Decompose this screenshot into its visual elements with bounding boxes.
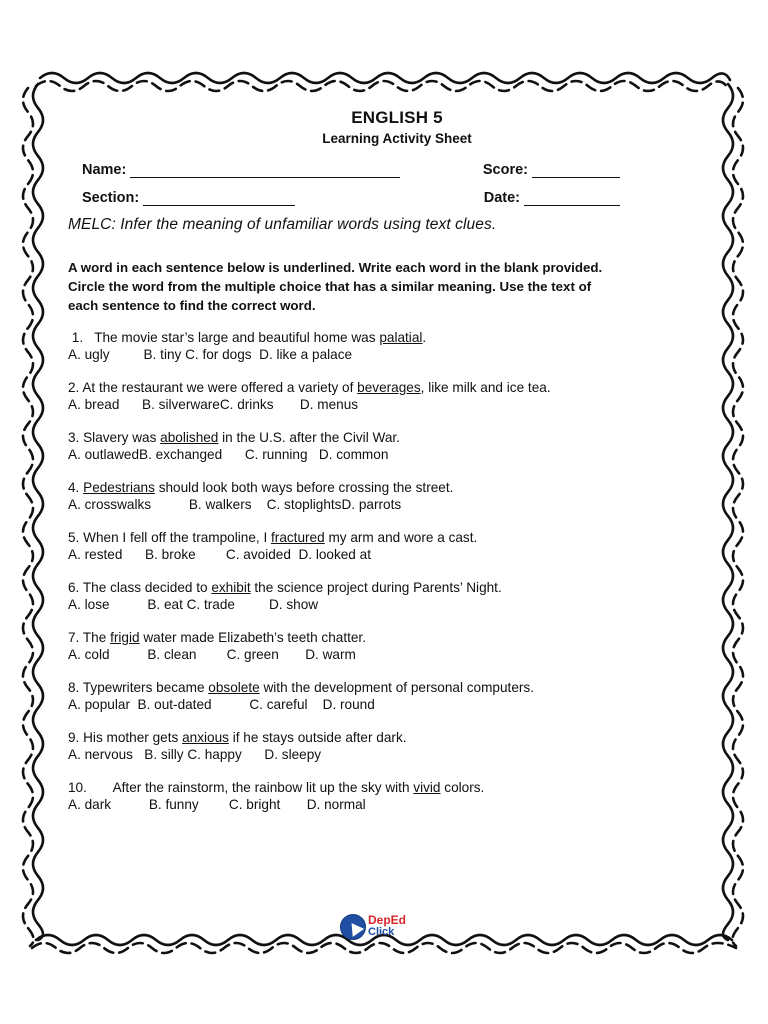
- underlined-word: Pedestrians: [83, 480, 155, 495]
- directions-line: each sentence to find the correct word.: [68, 298, 316, 313]
- question-sentence: [68, 529, 688, 546]
- answer-choices[interactable]: A. rested B. broke C. avoided D. looked at: [68, 547, 371, 562]
- underlined-word: abolished: [160, 430, 219, 445]
- question-item: [68, 629, 688, 663]
- name-label: Name:: [82, 162, 127, 178]
- underlined-word: obsolete: [208, 680, 260, 695]
- question-item: [68, 429, 688, 463]
- underlined-word: vivid: [413, 780, 441, 795]
- deped-click-logo: [340, 912, 420, 944]
- sentence-text: 7. The: [68, 630, 111, 645]
- melc-statement: MELC: Infer the meaning of unfamiliar words using text clues.: [68, 216, 497, 233]
- section-label: Section:: [82, 190, 140, 206]
- underlined-word: exhibit: [211, 580, 251, 595]
- sentence-text: 5. When I fell off the trampoline, I: [68, 530, 272, 545]
- score-blank-line[interactable]: [532, 163, 620, 178]
- sentence-text: 8. Typewriters became: [68, 680, 209, 695]
- name-field[interactable]: [82, 162, 400, 178]
- sentence-text: 9. His mother gets: [68, 730, 183, 745]
- sentence-text: 10. After the rainstorm, the rainbow lit up the sky with: [68, 780, 414, 795]
- sentence-text: 3. Slavery was: [68, 430, 161, 445]
- question-item: [68, 579, 688, 613]
- question-sentence: [68, 679, 688, 696]
- logo-text: DepEd: [368, 913, 407, 927]
- cursor-logo-icon: [340, 914, 366, 940]
- directions-line: A word in each sentence below is underlined. Write each word in the blank provided.: [68, 260, 603, 275]
- sentence-text: my arm and wore a cast.: [324, 530, 478, 545]
- sentence-text: 6. The class decided to: [68, 580, 212, 595]
- question-item: [68, 329, 688, 363]
- activity-sheet: [68, 108, 688, 829]
- section-blank-line[interactable]: [143, 191, 295, 206]
- question-item: [68, 729, 688, 763]
- answer-choices[interactable]: A. ugly B. tiny C. for dogs D. like a palace: [68, 347, 353, 362]
- directions-line: Circle the word from the multiple choice that has a similar meaning. Use the text of: [68, 279, 592, 294]
- sentence-text: 1. The movie star’s large and beautiful home was: [68, 330, 380, 345]
- score-label: Score:: [482, 162, 528, 178]
- section-date-row: [68, 190, 688, 206]
- answer-choices[interactable]: A. outlawedB. exchanged C. running D. common: [68, 447, 389, 462]
- section-field[interactable]: [82, 190, 295, 206]
- underlined-word: fractured: [271, 530, 325, 545]
- date-field[interactable]: [484, 190, 620, 206]
- name-score-row: [68, 162, 688, 178]
- sentence-text: , like milk and ice tea.: [420, 380, 551, 395]
- question-sentence: [68, 329, 688, 346]
- sentence-text: the science project during Parents’ Night.: [250, 580, 502, 595]
- directions: [68, 258, 688, 315]
- question-item: [68, 779, 688, 813]
- sentence-text: colors.: [440, 780, 485, 795]
- sentence-text: should look both ways before crossing the street.: [154, 480, 454, 495]
- answer-choices[interactable]: A. cold B. clean C. green D. warm: [68, 647, 356, 662]
- logo-text: Click: [368, 926, 395, 938]
- question-sentence: [68, 379, 688, 396]
- underlined-word: anxious: [182, 730, 229, 745]
- sentence-text: water made Elizabeth’s teeth chatter.: [139, 630, 366, 645]
- question-item: [68, 679, 688, 713]
- date-blank-line[interactable]: [524, 191, 620, 206]
- sentence-text: if he stays outside after dark.: [228, 730, 407, 745]
- answer-choices[interactable]: A. dark B. funny C. bright D. normal: [68, 797, 366, 812]
- sentence-text: in the U.S. after the Civil War.: [218, 430, 400, 445]
- question-item: [68, 379, 688, 413]
- sentence-text: .: [422, 330, 427, 345]
- underlined-word: frigid: [110, 630, 140, 645]
- name-blank-line[interactable]: [130, 163, 400, 178]
- question-sentence: [68, 579, 688, 596]
- sentence-text: with the development of personal computers.: [259, 680, 534, 695]
- question-item: [68, 529, 688, 563]
- score-field[interactable]: [483, 162, 620, 178]
- answer-choices[interactable]: A. lose B. eat C. trade D. show: [68, 597, 319, 612]
- underlined-word: beverages: [357, 380, 421, 395]
- page-title: ENGLISH 5: [351, 108, 443, 127]
- answer-choices[interactable]: A. popular B. out-dated C. careful D. round: [68, 697, 375, 712]
- sentence-text: 2. At the restaurant we were offered a variety of: [68, 380, 358, 395]
- question-sentence: [68, 729, 688, 746]
- page-subtitle: Learning Activity Sheet: [322, 131, 472, 146]
- question-sentence: [68, 779, 688, 796]
- question-item: [68, 479, 688, 513]
- question-sentence: [68, 479, 688, 496]
- underlined-word: palatial: [379, 330, 423, 345]
- answer-choices[interactable]: A. bread B. silverwareC. drinks D. menus: [68, 397, 359, 412]
- answer-choices[interactable]: A. crosswalks B. walkers C. stoplightsD. parrots: [68, 497, 402, 512]
- answer-choices[interactable]: A. nervous B. silly C. happy D. sleepy: [68, 747, 322, 762]
- question-list: [68, 329, 688, 813]
- question-sentence: [68, 429, 688, 446]
- question-sentence: [68, 629, 688, 646]
- date-label: Date:: [483, 190, 520, 206]
- sentence-text: 4.: [68, 480, 84, 495]
